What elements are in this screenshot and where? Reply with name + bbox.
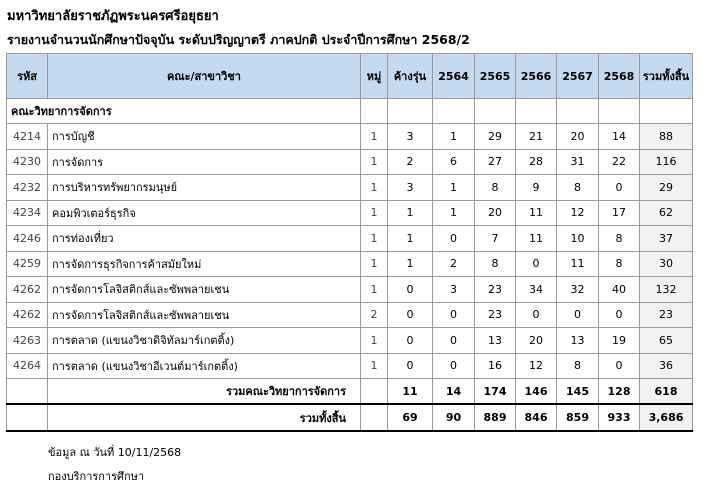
table-row bbox=[7, 226, 693, 252]
col-header-total: รวมทั้งสิ้น bbox=[640, 54, 693, 99]
y2568-cell: 19 bbox=[599, 328, 640, 354]
code-cell: 4263 bbox=[7, 328, 48, 354]
carry-cell: 1 bbox=[388, 226, 433, 252]
program-name-cell: การตลาด (แขนงวิชาอีเวนต์มาร์เกตติ้ง) bbox=[48, 353, 361, 379]
total-cell: 62 bbox=[640, 200, 693, 226]
code-cell: 4246 bbox=[7, 226, 48, 252]
program-name-cell: การตลาด (แขนงวิชาดิจิทัลมาร์เกตติ้ง) bbox=[48, 328, 361, 354]
col-header-2566: 2566 bbox=[516, 54, 557, 99]
y2568-cell: 8 bbox=[599, 251, 640, 277]
y2564-cell: 1 bbox=[433, 175, 475, 201]
y2566-cell: 28 bbox=[516, 149, 557, 175]
total-cell: 65 bbox=[640, 328, 693, 354]
group-cell: 1 bbox=[361, 149, 388, 175]
subtotal-2564: 14 bbox=[433, 379, 475, 405]
col-header-name: คณะ/สาขาวิชา bbox=[48, 54, 361, 99]
carry-cell: 0 bbox=[388, 328, 433, 354]
program-name-cell: การจัดการธุรกิจการค้าสมัยใหม่ bbox=[48, 251, 361, 277]
program-name-cell: การบริหารทรัพยากรมนุษย์ bbox=[48, 175, 361, 201]
y2565-cell: 8 bbox=[475, 175, 516, 201]
subtotal-2567: 145 bbox=[557, 379, 599, 405]
y2564-cell: 1 bbox=[433, 200, 475, 226]
code-cell: 4264 bbox=[7, 353, 48, 379]
y2564-cell: 2 bbox=[433, 251, 475, 277]
y2564-cell: 1 bbox=[433, 124, 475, 150]
code-cell: 4262 bbox=[7, 302, 48, 328]
y2567-cell: 8 bbox=[557, 353, 599, 379]
y2564-cell: 3 bbox=[433, 277, 475, 303]
group-cell: 1 bbox=[361, 251, 388, 277]
program-name-cell: การจัดการโลจิสติกส์และซัพพลายเชน bbox=[48, 277, 361, 303]
grand-total-2568: 933 bbox=[599, 404, 640, 431]
y2564-cell: 0 bbox=[433, 302, 475, 328]
table-row bbox=[7, 277, 693, 303]
table-row bbox=[7, 149, 693, 175]
col-header-group: หมู่ bbox=[361, 54, 388, 99]
carry-cell: 0 bbox=[388, 353, 433, 379]
group-cell: 1 bbox=[361, 175, 388, 201]
total-cell: 88 bbox=[640, 124, 693, 150]
code-cell: 4232 bbox=[7, 175, 48, 201]
table-row bbox=[7, 200, 693, 226]
col-header-code: รหัส bbox=[7, 54, 48, 99]
table-row bbox=[7, 175, 693, 201]
grand-total-label: รวมทั้งสิ้น bbox=[48, 404, 361, 431]
code-cell: 4234 bbox=[7, 200, 48, 226]
carry-cell: 3 bbox=[388, 124, 433, 150]
col-header-2565: 2565 bbox=[475, 54, 516, 99]
total-cell: 30 bbox=[640, 251, 693, 277]
y2565-cell: 16 bbox=[475, 353, 516, 379]
y2568-cell: 8 bbox=[599, 226, 640, 252]
subtotal-2566: 146 bbox=[516, 379, 557, 405]
group-cell: 1 bbox=[361, 226, 388, 252]
carry-cell: 0 bbox=[388, 302, 433, 328]
y2565-cell: 13 bbox=[475, 328, 516, 354]
table-row bbox=[7, 353, 693, 379]
y2568-cell: 0 bbox=[599, 175, 640, 201]
program-name-cell: คอมพิวเตอร์ธุรกิจ bbox=[48, 200, 361, 226]
y2566-cell: 0 bbox=[516, 302, 557, 328]
carry-cell: 1 bbox=[388, 200, 433, 226]
code-cell: 4259 bbox=[7, 251, 48, 277]
y2566-cell: 20 bbox=[516, 328, 557, 354]
y2568-cell: 40 bbox=[599, 277, 640, 303]
carry-cell: 3 bbox=[388, 175, 433, 201]
faculty-subtotal-row bbox=[7, 379, 693, 405]
col-header-2564: 2564 bbox=[433, 54, 475, 99]
total-cell: 29 bbox=[640, 175, 693, 201]
faculty-name: คณะวิทยาการจัดการ bbox=[7, 99, 361, 124]
y2568-cell: 22 bbox=[599, 149, 640, 175]
y2566-cell: 11 bbox=[516, 226, 557, 252]
table-row bbox=[7, 251, 693, 277]
y2567-cell: 32 bbox=[557, 277, 599, 303]
program-name-cell: การท่องเที่ยว bbox=[48, 226, 361, 252]
y2567-cell: 13 bbox=[557, 328, 599, 354]
grand-total-2567: 859 bbox=[557, 404, 599, 431]
group-cell: 1 bbox=[361, 328, 388, 354]
y2566-cell: 34 bbox=[516, 277, 557, 303]
grand-total-row bbox=[7, 404, 693, 431]
col-header-2568: 2568 bbox=[599, 54, 640, 99]
grand-total-2565: 889 bbox=[475, 404, 516, 431]
program-name-cell: การบัญชี bbox=[48, 124, 361, 150]
grand-total-carry: 69 bbox=[388, 404, 433, 431]
total-cell: 132 bbox=[640, 277, 693, 303]
y2564-cell: 0 bbox=[433, 226, 475, 252]
subtotal-total: 618 bbox=[640, 379, 693, 405]
y2567-cell: 8 bbox=[557, 175, 599, 201]
program-name-cell: การจัดการโลจิสติกส์และซัพพลายเชน bbox=[48, 302, 361, 328]
y2566-cell: 21 bbox=[516, 124, 557, 150]
total-cell: 36 bbox=[640, 353, 693, 379]
table-row bbox=[7, 124, 693, 150]
y2566-cell: 11 bbox=[516, 200, 557, 226]
y2568-cell: 14 bbox=[599, 124, 640, 150]
faculty-row bbox=[7, 99, 693, 124]
total-cell: 23 bbox=[640, 302, 693, 328]
header-row bbox=[7, 54, 693, 99]
y2565-cell: 23 bbox=[475, 277, 516, 303]
y2565-cell: 7 bbox=[475, 226, 516, 252]
y2565-cell: 23 bbox=[475, 302, 516, 328]
y2567-cell: 0 bbox=[557, 302, 599, 328]
carry-cell: 2 bbox=[388, 149, 433, 175]
y2565-cell: 20 bbox=[475, 200, 516, 226]
y2565-cell: 27 bbox=[475, 149, 516, 175]
y2565-cell: 8 bbox=[475, 251, 516, 277]
y2565-cell: 29 bbox=[475, 124, 516, 150]
table-row bbox=[7, 302, 693, 328]
y2566-cell: 0 bbox=[516, 251, 557, 277]
y2564-cell: 0 bbox=[433, 328, 475, 354]
grand-total-2564: 90 bbox=[433, 404, 475, 431]
y2567-cell: 11 bbox=[557, 251, 599, 277]
carry-cell: 0 bbox=[388, 277, 433, 303]
y2564-cell: 6 bbox=[433, 149, 475, 175]
y2568-cell: 17 bbox=[599, 200, 640, 226]
y2566-cell: 12 bbox=[516, 353, 557, 379]
code-cell: 4262 bbox=[7, 277, 48, 303]
subtotal-carry: 11 bbox=[388, 379, 433, 405]
subtotal-2565: 174 bbox=[475, 379, 516, 405]
group-cell: 1 bbox=[361, 124, 388, 150]
y2568-cell: 0 bbox=[599, 302, 640, 328]
program-name-cell: การจัดการ bbox=[48, 149, 361, 175]
subtotal-label: รวมคณะวิทยาการจัดการ bbox=[48, 379, 361, 405]
grand-total-total: 3,686 bbox=[640, 404, 693, 431]
total-cell: 116 bbox=[640, 149, 693, 175]
y2564-cell: 0 bbox=[433, 353, 475, 379]
total-cell: 37 bbox=[640, 226, 693, 252]
y2567-cell: 20 bbox=[557, 124, 599, 150]
report-title: รายงานจำนวนนักศึกษาปัจจุบัน ระดับปริญญาตรี ภาคปกติ ประจำปีการศึกษา 2568/2 bbox=[7, 32, 470, 47]
code-cell: 4230 bbox=[7, 149, 48, 175]
code-cell: 4214 bbox=[7, 124, 48, 150]
office-name: กองบริการการศึกษา bbox=[48, 470, 145, 483]
subtotal-2568: 128 bbox=[599, 379, 640, 405]
y2567-cell: 31 bbox=[557, 149, 599, 175]
col-header-2567: 2567 bbox=[557, 54, 599, 99]
group-cell: 2 bbox=[361, 302, 388, 328]
col-header-carry: ค้างรุ่น bbox=[388, 54, 433, 99]
grand-total-2566: 846 bbox=[516, 404, 557, 431]
group-cell: 1 bbox=[361, 200, 388, 226]
group-cell: 1 bbox=[361, 277, 388, 303]
student-count-table bbox=[6, 53, 693, 432]
carry-cell: 1 bbox=[388, 251, 433, 277]
y2567-cell: 12 bbox=[557, 200, 599, 226]
data-date-note: ข้อมูล ณ วันที่ 10/11/2568 bbox=[48, 446, 182, 459]
group-cell: 1 bbox=[361, 353, 388, 379]
university-title: มหาวิทยาลัยราชภัฏพระนครศรีอยุธยา bbox=[7, 9, 219, 24]
y2566-cell: 9 bbox=[516, 175, 557, 201]
table-row bbox=[7, 328, 693, 354]
y2568-cell: 0 bbox=[599, 353, 640, 379]
y2567-cell: 10 bbox=[557, 226, 599, 252]
